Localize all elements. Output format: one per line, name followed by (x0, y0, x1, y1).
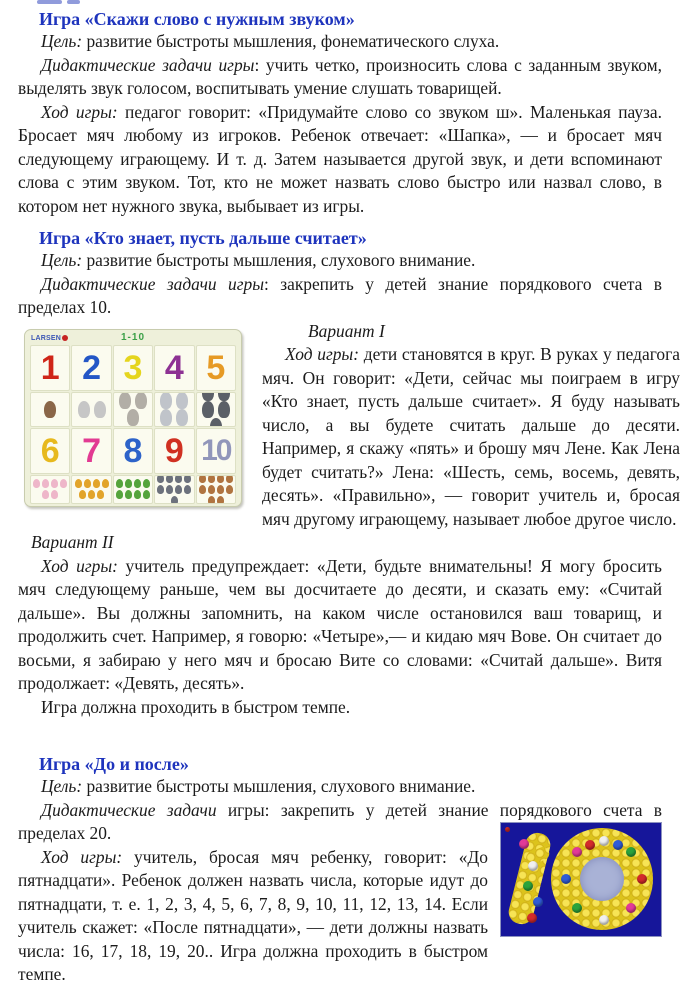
goal-label: Цель: (41, 31, 83, 51)
puzzle-picture (154, 475, 194, 504)
page-top-text-artifact (37, 0, 62, 4)
balloon-accent (523, 881, 533, 891)
course-paragraph (262, 343, 680, 531)
puzzle-picture (71, 392, 111, 427)
balloon-accent (528, 861, 538, 871)
balloon-accent (572, 847, 582, 857)
puzzle-number: 10 (196, 428, 236, 474)
puzzle-picture (196, 392, 236, 427)
section-title-game-2: Игра «Кто знает, пусть дальше считает» (39, 228, 367, 248)
number-puzzle-image (24, 329, 242, 507)
course-text: учитель, бросая мяч ребенку, говорит: «До пятнадцати». Ребенок должен назвать числа, которые идут до пятнадцати, т. е. 1, 2, 3, 4, 5, 6, 7, 8, 9, 10, 11, 12, 13, 14. Если учитель скажет: «После пятнадцати», — дети должны назвать числа: 16, 17, 18, 19, 20.. Игра должна проходить в быстром темпе. (18, 846, 488, 984)
puzzle-picture (30, 475, 70, 504)
larsen-logo: LARSEN (31, 333, 68, 344)
page-top-text-artifact (67, 0, 80, 4)
puzzle-picture (113, 392, 153, 427)
variant-1-heading: Вариант I (308, 320, 385, 341)
tasks-label: Дидактические задачи игры (41, 273, 264, 294)
variant-2-heading: Вариант II (31, 532, 114, 552)
course-text: учитель предупреждает: «Дети, будьте внимательны! Я могу бросить мяч следующему раньше, чем вы досчитаете до десяти, и сказать ему: «Считай дальше». Вы должны запомнить, на каком числе остановился ваш товарищ, и продолжить счет. Например, я говорю: «Четыре»,— и кидаю мяч Вове. Он считает до восьми, я забираю у него мяч и бросаю Вите со словами: «Считай дальше». Витя продолжает: «Девять, десять». (18, 555, 662, 693)
image-and-text-block (0, 320, 680, 532)
course-label: Ход игры: (41, 846, 123, 867)
course-label: Ход игры: (285, 344, 359, 364)
goal-label: Цель: (41, 776, 83, 796)
tasks-label: Дидактические задачи (41, 799, 217, 820)
puzzle-number: 9 (154, 428, 194, 474)
balloon-accent (599, 836, 609, 846)
balloon-accent (533, 897, 543, 907)
balloon-zero-center (580, 857, 624, 901)
balloon-accent (527, 913, 537, 923)
puzzle-picture (71, 475, 111, 504)
balloon-accent (599, 915, 609, 925)
section-title-game-1: Игра «Скажи слово с нужным звуком» (39, 9, 355, 29)
balloon-accent (626, 847, 636, 857)
puzzle-picture (154, 392, 194, 427)
balloon-accent (519, 839, 529, 849)
balloon-accent (572, 903, 582, 913)
course-label: Ход игры: (41, 101, 118, 122)
section-title-game-3: Игра «До и после» (39, 754, 189, 774)
puzzle-number: 5 (196, 345, 236, 391)
goal-line (18, 249, 662, 273)
puzzle-picture (113, 475, 153, 504)
balloon-accent (613, 840, 623, 850)
puzzle-number: 8 (113, 428, 153, 474)
balloons-number-ten-image (500, 822, 662, 937)
balloon-accent (585, 840, 595, 850)
balloon-accent (626, 903, 636, 913)
tasks-text: : учить четко, произносить слова с заданным звуком, выделять звук голосом, воспитывать умение слушать товарищей. (18, 54, 662, 98)
course-text: дети становятся в круг. В руках у педагога мяч. Он говорит: «Дети, сейчас мы поиграем в игру «Кто знает, пусть дальше считает». Я буду называть число, а вы будете считать дальше до десяти. Например, я скажу «пять» и брошу мяч Лене. Как Лена будет считать?» Лена: «Шесть, семь, восемь, девять, десять». «Правильно», — говорит учитель и, бросая мяч другому играющему, называет любое другое число. (262, 344, 680, 529)
note-line: Игра должна проходить в быстром темпе. (41, 696, 351, 717)
tasks-paragraph (18, 54, 662, 101)
goal-text: развитие быстроты мышления, слухового внимание. (82, 250, 476, 270)
tasks-text: : закрепить у детей знание порядкового счета в пределах 10. (18, 273, 662, 317)
course-paragraph (18, 555, 662, 696)
tasks-paragraph (18, 273, 662, 320)
puzzle-grid (30, 345, 236, 504)
variant-1-column (242, 320, 680, 532)
puzzle-picture (196, 475, 236, 504)
balloon-accent (637, 874, 647, 884)
puzzle-number: 1 (30, 345, 70, 391)
puzzle-number: 2 (71, 345, 111, 391)
puzzle-number: 4 (154, 345, 194, 391)
puzzle-picture (30, 392, 70, 427)
puzzle-header (30, 332, 236, 345)
puzzle-number: 3 (113, 345, 153, 391)
course-text: педагог говорит: «Придумайте слово со звуком ш». Маленькая пауза. Бросает мяч любому из игроков. Ребенок отвечает: «Шапка», — и бросает мяч следующему играющему. И т. д. Затем называется другой звук, и дети вспоминают слова с этим звуком. Тот, кто не может назвать слово быстро или назвал слово, в котором нет нужного звука, выбывает из игры. (18, 101, 662, 216)
balloon-digit-one (506, 830, 553, 926)
goal-label: Цель: (41, 250, 83, 270)
goal-line (18, 775, 662, 799)
tasks-label: Дидактические задачи игры (41, 54, 255, 75)
puzzle-number: 6 (30, 428, 70, 474)
course-label: Ход игры: (41, 555, 118, 576)
goal-line (18, 30, 662, 54)
puzzle-title: 1-10 (120, 331, 145, 343)
balloon-accent (561, 874, 571, 884)
tasks-text: игры: закрепить у детей знание порядкового счета в пределах 20. (18, 799, 662, 843)
balloon-accent (505, 827, 510, 832)
logo-dot-icon (62, 335, 68, 341)
puzzle-number: 7 (71, 428, 111, 474)
goal-text: развитие быстроты мышления, фонематического слуха. (82, 31, 500, 51)
course-paragraph (18, 101, 662, 219)
goal-text: развитие быстроты мышления, слухового внимание. (82, 776, 476, 796)
